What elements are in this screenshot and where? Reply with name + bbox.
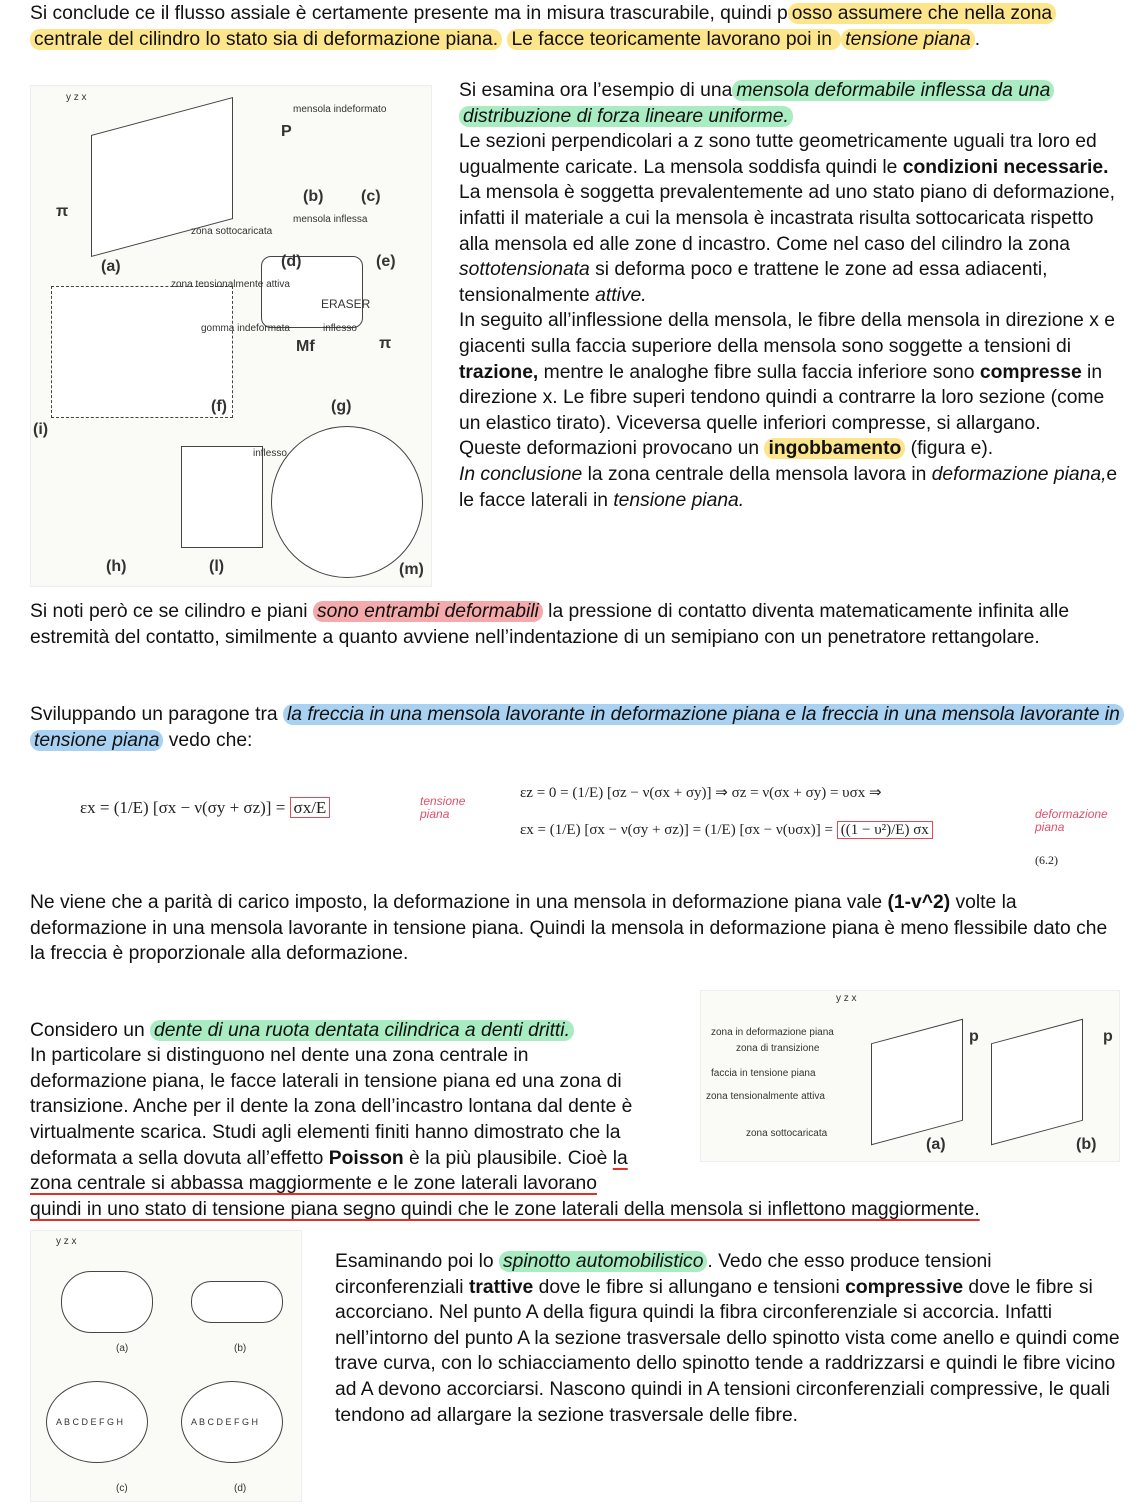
paragraph-contatto — [30, 599, 1120, 650]
fig-label: (g) — [331, 398, 352, 415]
text-segment: (figura e). — [910, 438, 994, 460]
text-segment: In seguito all’inflessione della mensola, le fibre della mensola in direzione x e giacenti sulla faccia superiore della mensola sono soggette a tensioni di — [459, 310, 1115, 357]
fig-label: gomma indeformata — [201, 323, 290, 334]
fig-label: A B C D E F G H — [191, 1417, 259, 1427]
paragraph-dente — [30, 992, 1120, 1222]
text-segment: è la più plausibile. Cioè — [403, 1147, 613, 1169]
emphasized-text: trattive — [468, 1276, 534, 1298]
emphasized-text: sono entrambi deformabili — [313, 601, 543, 622]
eraser-drawing — [261, 253, 363, 328]
axes-label: y z x — [66, 92, 87, 103]
text-segment: volte la deformazione in una mensola lavorante in tensione piana. Quindi la mensola in deformazione piana è meno flessibile dato che la freccia è proporzionale alla deformazione. — [30, 892, 1108, 965]
emphasized-text: compresse — [979, 361, 1082, 383]
formula-text: εx = (1/E) [σx − ν(σy + σz)] = (1/E) [σx − ν(υσx)] = — [520, 822, 833, 838]
gomma-drawing — [51, 286, 233, 418]
fig-label: (c) — [361, 188, 381, 205]
fig-label: Mf — [296, 338, 315, 355]
equation-number: (6.2) — [1035, 853, 1058, 867]
emphasized-text: osso assumere che nella zona centrale del cilindro lo stato sia di deformazione piana. — [30, 3, 1056, 50]
fig-label: (a) — [926, 1136, 946, 1153]
emphasized-text: la zona centrale si abbassa maggiormente e le zone laterali lavorano quindi in uno stato di tensione piana segno quindi che le zone laterali della mensola si inflettono maggiormente. — [30, 1147, 980, 1220]
emphasized-text: compressive — [845, 1276, 964, 1298]
formula-deformazione-piana — [520, 818, 933, 844]
spinotto-drawing-a — [61, 1271, 153, 1333]
emphasized-text: attive. — [595, 284, 647, 306]
fig-label: (b) — [1076, 1136, 1097, 1153]
fig-label: inflesso — [253, 448, 287, 459]
text-segment: vedo che: — [163, 729, 253, 751]
emphasized-text: Le facce teoricamente lavorano poi in — [507, 29, 841, 50]
axes-label: y z x — [836, 993, 857, 1004]
emphasized-text: dente di una ruota dentata cilindrica a denti dritti. — [150, 1020, 574, 1041]
section-drawing — [181, 446, 263, 548]
fig-label: p — [969, 1028, 979, 1045]
paragraph-spinotto — [335, 1249, 1120, 1428]
fig-label: (m) — [399, 561, 424, 578]
text-segment: Esaminando poi lo — [335, 1251, 499, 1272]
formula-result: ((1 − υ²)/E) σx — [837, 821, 933, 839]
text-segment: dove le fibre si accorciano. Nel punto A della figura quindi la fibra circonferenziale si accorcia. Infatti nell’intorno del punto A la sezione trasversale dello spinotto vista come anello e quindi come trave curva, con lo schiacciamento dello spinotto tende a raddrizzarsi e quindi le fibre vicino ad A devono accorciarsi. Nascono quindi in A tensioni circonferenziali compressive, le quali tendono ad allargare la sezione trasversale delle fibre. — [335, 1276, 1120, 1426]
handwritten-note: deformazione piana — [1035, 807, 1108, 834]
fig-label: mensola indeformato — [293, 104, 387, 115]
handwritten-note: tensione piana — [420, 794, 466, 821]
formula-sigma-z: εz = 0 = (1/E) [σz − ν(σx + σy)] ⇒ σz = ν(σx + σy) = υσx ⇒ — [520, 785, 882, 801]
fig-label: (l) — [209, 558, 225, 575]
text-segment: la zona centrale della mensola lavora in — [582, 463, 932, 485]
fig-label: (h) — [106, 558, 127, 575]
text-segment: dove le fibre si allungano e tensioni — [533, 1276, 846, 1298]
fig-label: zona sottocaricata — [746, 1128, 828, 1139]
fig-label: P — [281, 123, 292, 140]
text-segment: . Vedo che esso produce tensioni circonferenziali — [335, 1251, 992, 1298]
emphasized-text: condizioni necessarie. — [902, 156, 1109, 178]
text-segment: Si esamina ora l’esempio di una — [459, 80, 733, 101]
fig-label: p — [1103, 1028, 1113, 1045]
fig-label: (a) — [116, 1343, 129, 1354]
spinotto-drawing-b — [191, 1281, 283, 1323]
paragraph-flusso-assiale — [30, 1, 1120, 52]
emphasized-text: ingobbamento — [764, 438, 905, 459]
emphasized-text: spinotto automobilistico — [499, 1251, 707, 1272]
emphasized-text: Poisson — [328, 1147, 404, 1169]
emphasized-text: sottotensionata — [459, 259, 590, 281]
fig-label: mensola inflessa — [293, 214, 368, 225]
text-segment: Sviluppando un paragone tra — [30, 704, 283, 725]
fig-label: zona di transizione — [736, 1043, 820, 1054]
paragraph-paragone — [30, 702, 1120, 753]
text-segment: la pressione di contatto diventa matematicamente infinita alle estremità del contatto, similmente a quanto avviene nell’indentazione di un semipiano con un penetratore rettangolare. — [30, 601, 1070, 648]
text-segment: La mensola è soggetta prevalentemente ad uno stato piano di deformazione, infatti il materiale a cui la mensola è incastrata risulta sottocaricata rispetto alla mensola ed alle zone d incastro. Come nel caso del cilindro la zona — [459, 182, 1116, 255]
axes-label: y z x — [56, 1236, 77, 1247]
text-segment: si deforma poco e trattene le zone ad essa adiacenti, tensionalmente — [459, 259, 1048, 306]
text-segment: e le facce laterali in — [459, 463, 1118, 511]
fig-label: faccia in tensione piana — [711, 1068, 816, 1079]
emphasized-text: mensola deformabile inflessa da una distribuzione di forza lineare uniforme. — [459, 80, 1054, 127]
emphasized-text: (1-v^2) — [887, 892, 951, 913]
fig-label: zona tensionalmente attiva — [171, 279, 290, 290]
formula-tensione-piana — [80, 795, 330, 821]
emphasized-text: trazione, — [459, 361, 539, 383]
fig-label: inflesso — [323, 323, 357, 334]
text-segment: mentre le analoghe fibre sulla faccia inferiore sono — [538, 361, 980, 383]
fig-label: (c) — [116, 1483, 128, 1494]
figure-spinotto — [30, 1230, 302, 1502]
text-segment: In particolare si distinguono nel dente una zona centrale in deformazione piana, le facce laterali in tensione piana ed una zona di transizione. Anche per il dente la zona dell’incastro lontana dal dente è virtualmente scarica. Studi agli elementi finiti hanno dimostrato che la deformata a sella dovuta all’effetto — [30, 1045, 633, 1169]
emphasized-text: deformazione piana, — [931, 463, 1107, 485]
fig-label: (d) — [234, 1483, 247, 1494]
paragraph-risultato — [30, 890, 1120, 967]
fig-label: (f) — [211, 398, 227, 415]
formula-text: εx = (1/E) [σx − ν(σy + σz)] = — [80, 798, 286, 817]
paragraph-mensola — [459, 78, 1119, 513]
text-segment: Ne viene che a parità di carico imposto, la deformazione in una mensola in deformazione piana vale — [30, 892, 888, 913]
emphasized-text: tensione piana. — [613, 489, 745, 511]
fig-label: A B C D E F G H — [56, 1417, 124, 1427]
fig-label: zona in deformazione piana — [711, 1027, 834, 1038]
text-segment: in direzione x. Le fibre superi tendono quindi a contrarre la loro sezione (come un elastico tirato). Viceversa quelle inferiori compresse, si allargano. Queste deformazioni provocano un — [459, 361, 1105, 460]
fig-label: (i) — [33, 421, 49, 438]
text-segment: Le sezioni perpendicolari a z sono tutte geometricamente uguali tra loro ed ugualmente caricate. La mensola soddisfa quindi le — [459, 131, 1097, 178]
fig-label: (e) — [376, 253, 396, 270]
figure-mensola — [30, 85, 432, 587]
detail-circle — [271, 426, 423, 578]
fig-label: (b) — [303, 188, 324, 205]
fig-label: (a) — [101, 258, 121, 275]
fig-label: ERASER — [321, 297, 371, 311]
emphasized-text: tensione piana — [841, 29, 974, 50]
fig-label: (d) — [281, 253, 302, 270]
fig-label: zona tensionalmente attiva — [706, 1091, 825, 1102]
formula-result: σx/E — [290, 797, 331, 818]
text-segment: Si noti però ce se cilindro e piani — [30, 601, 313, 622]
fig-label: zona sottocaricata — [191, 226, 273, 237]
fig-label: π — [379, 335, 392, 352]
emphasized-text: In conclusione — [459, 463, 583, 485]
text-segment: Si conclude ce il flusso assiale è certamente presente ma in misura trascurabile, quindi p — [30, 3, 788, 24]
fig-label: π — [56, 203, 69, 220]
text-segment: Considero un — [30, 1019, 151, 1041]
fig-label: (b) — [234, 1343, 247, 1354]
text-segment: . — [974, 28, 981, 50]
emphasized-text: la freccia in una mensola lavorante in deformazione piana e la freccia in una mensola lavorante in tensione piana — [30, 704, 1124, 751]
